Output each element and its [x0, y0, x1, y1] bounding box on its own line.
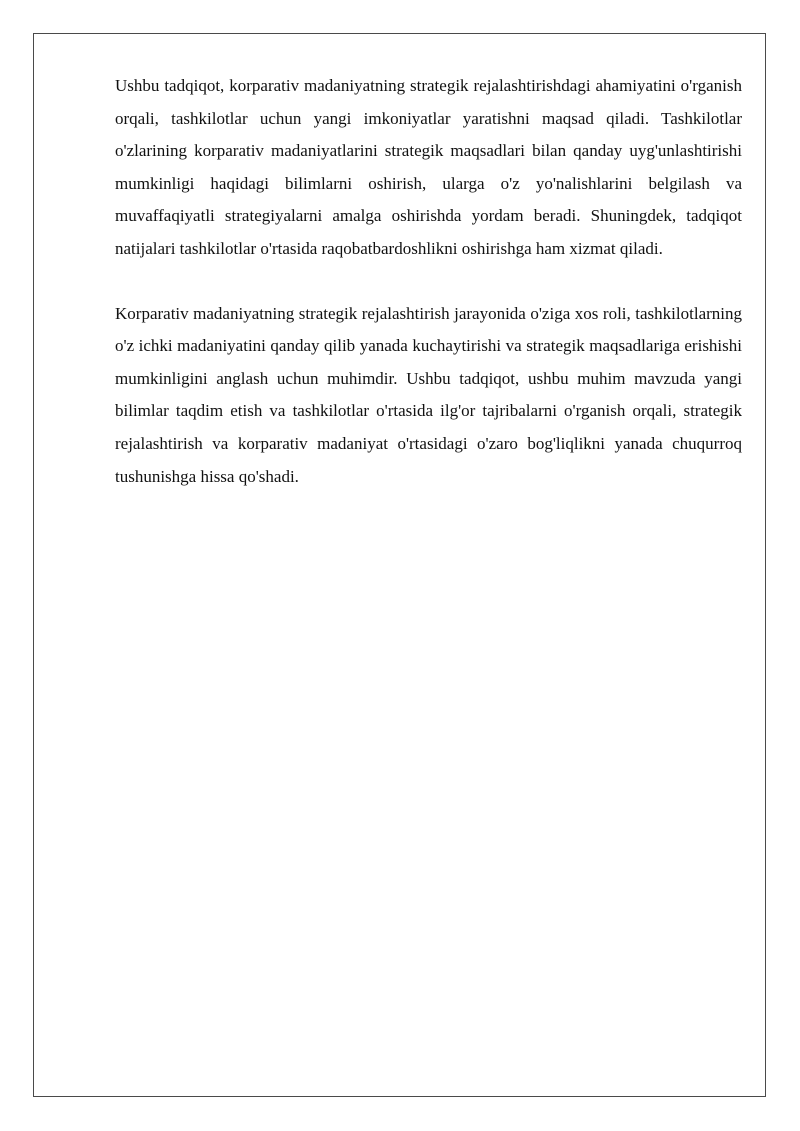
document-body [115, 70, 742, 493]
paragraph-1: Ushbu tadqiqot, korparativ madaniyatning strategik rejalashtirishdagi ahamiyatini o'rganish orqali, tashkilotlar uchun yangi imkoniyatlar yaratishni maqsad qiladi. Tashkilotlar o'zlarining korparativ madaniyatlarini strategik maqsadlari bilan qanday uyg'unlashtirishi mumkinligi haqidagi bilimlarni oshirish, ularga o'z yo'nalishlarini belgilash va muvaffaqiyatli strategiyalarni amalga oshirishda yordam beradi. Shuningdek, tadqiqot natijalari tashkilotlar o'rtasida raqobatbardoshlikni oshirishga ham xizmat qiladi. [115, 76, 742, 258]
paragraph-2: Korparativ madaniyatning strategik rejalashtirish jarayonida o'ziga xos roli, tashkilotlarning o'z ichki madaniyatini qanday qilib yanada kuchaytirishi va strategik maqsadlariga erishishi mumkinligini anglash uchun muhimdir. Ushbu tadqiqot, ushbu muhim mavzuda yangi bilimlar taqdim etish va tashkilotlar o'rtasida ilg'or tajribalarni o'rganish orqali, strategik rejalashtirish va korparativ madaniyat o'rtasidagi o'zaro bog'liqlikni yanada chuqurroq tushunishga hissa qo'shadi. [115, 303, 742, 486]
